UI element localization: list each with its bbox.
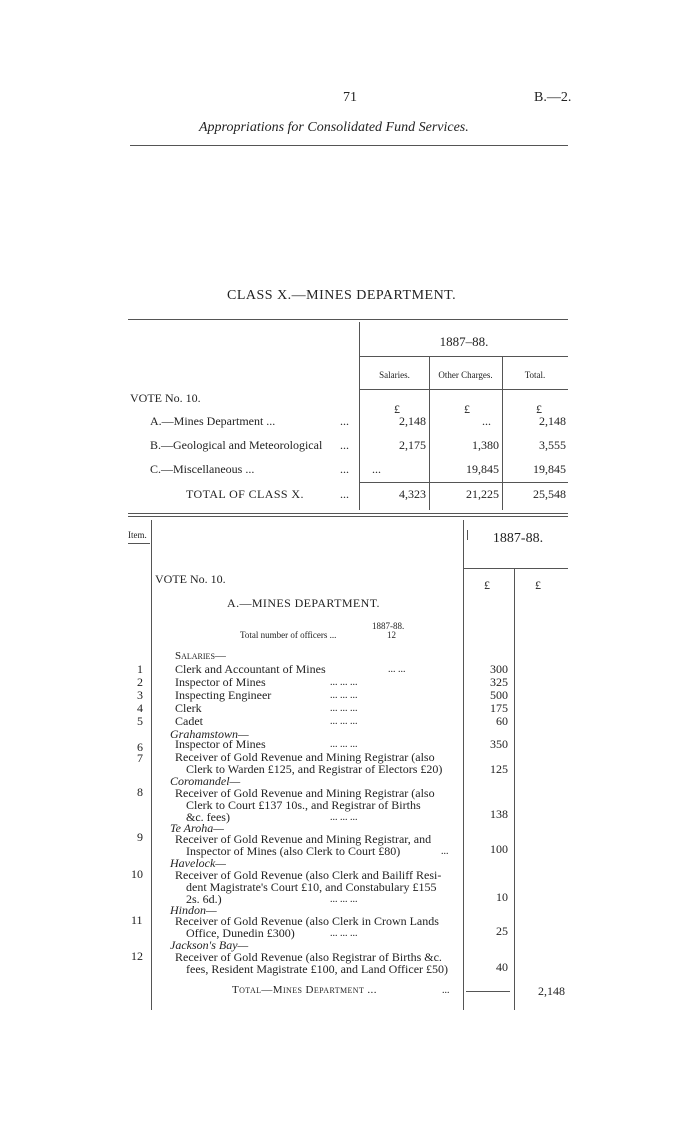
item-dots: ... ... ... [330, 928, 358, 939]
summary-year: 1887–88. [439, 334, 489, 349]
item-description-cont: dent Magistrate's Court £10, and Constabulary £155 [186, 880, 437, 894]
item-dots: ... ... ... [330, 690, 358, 701]
item-amount: 175 [490, 701, 508, 715]
item-amount: 300 [490, 662, 508, 676]
officers-label: Total number of officers ... [240, 630, 337, 640]
item-description: Clerk [175, 701, 202, 715]
item-amount: 125 [490, 762, 508, 776]
salaries-heading: Salaries— [175, 650, 226, 662]
item-number: 1 [137, 662, 143, 676]
page-number: 71 [343, 90, 357, 105]
item-amount: 60 [496, 714, 508, 728]
detail-col-divider-2 [463, 520, 464, 1010]
detail-year-rule [464, 568, 568, 569]
summary-vote: VOTE No. 10. [130, 391, 201, 405]
item-description: Receiver of Gold Revenue (also Registrar of Births &c. [175, 950, 442, 964]
item-description: Receiver of Gold Revenue (also Clerk in Crown Lands [175, 914, 439, 928]
summary-other: 1,380 [472, 438, 499, 452]
summary-total-label: TOTAL OF CLASS X. [186, 487, 304, 501]
item-number: 9 [137, 830, 143, 844]
item-description: Cadet [175, 714, 203, 728]
item-dots: ... ... ... [330, 703, 358, 714]
summary-row-dots: ... [340, 414, 349, 428]
item-number: 11 [131, 913, 143, 927]
item-description: Inspector of Mines [175, 675, 266, 689]
item-description-cont: Clerk to Court £137 10s., and Registrar of Births [186, 798, 421, 812]
class-title: CLASS X.—MINES DEPARTMENT. [227, 288, 457, 303]
summary-row-label: B.—Geological and Meteorological [150, 438, 323, 452]
summary-salaries: 2,148 [399, 414, 426, 428]
item-amount: 500 [490, 688, 508, 702]
summary-total-total: 25,548 [533, 487, 566, 501]
detail-top-rule [128, 516, 568, 517]
item-description: Inspector of Mines [175, 737, 266, 751]
summary-other: ... [482, 414, 491, 428]
item-amount: 350 [490, 737, 508, 751]
currency-mark: £ [536, 402, 542, 416]
summary-total: 2,148 [539, 414, 566, 428]
header-rule [130, 145, 568, 146]
item-description: Receiver of Gold Revenue and Mining Registrar (also [175, 750, 435, 764]
summary-total: 19,845 [533, 462, 566, 476]
item-description: Receiver of Gold Revenue and Mining Registrar (also [175, 786, 435, 800]
summary-total-salaries: 4,323 [399, 487, 426, 501]
officers-year: 1887-88. [372, 621, 405, 631]
item-dots: ... ... ... [330, 812, 358, 823]
summary-salaries: 2,175 [399, 438, 426, 452]
item-dots: ... ... ... [330, 894, 358, 905]
item-number: 10 [131, 867, 143, 881]
item-description-cont: fees, Resident Magistrate £100, and Land Officer £50) [186, 962, 449, 976]
item-number: 12 [131, 949, 143, 963]
place-heading: Havelock— [170, 856, 226, 870]
currency-mark: £ [484, 578, 490, 592]
item-description: Clerk and Accountant of Mines [175, 662, 326, 676]
currency-mark: £ [464, 402, 470, 416]
item-number: 4 [137, 701, 143, 715]
detail-total-label: Total—Mines Department ... [232, 984, 377, 996]
summary-header-rule [360, 389, 568, 390]
item-column-header: Item. [128, 530, 147, 540]
detail-total-dots: ... [442, 985, 450, 996]
item-number: 5 [137, 714, 143, 728]
item-description-cont: &c. fees) [186, 810, 230, 824]
item-description-cont: Inspector of Mines (also Clerk to Court £80) [186, 844, 401, 858]
item-number: 2 [137, 675, 143, 689]
summary-col-total: Total. [524, 370, 546, 380]
place-heading: Hindon— [170, 903, 217, 917]
place-heading: Jackson's Bay— [170, 938, 249, 952]
item-header-rule [128, 543, 150, 544]
summary-other: 19,845 [466, 462, 499, 476]
detail-col-divider [151, 520, 152, 1010]
summary-top-rule [128, 319, 568, 320]
document-code: B.—2. [534, 90, 572, 105]
detail-year: 1887-88. [492, 531, 544, 546]
item-dots: ... ... ... [330, 739, 358, 750]
item-amount: 325 [490, 675, 508, 689]
item-dots: ... ... ... [330, 716, 358, 727]
detail-total-amount: 2,148 [538, 984, 565, 998]
item-dots: ... ... [388, 664, 406, 675]
summary-row-dots: ... [340, 438, 349, 452]
item-number: 6 [137, 740, 143, 754]
summary-salaries: ... [372, 462, 381, 476]
item-number: 7 [137, 751, 143, 765]
summary-total-rule [360, 482, 568, 483]
currency-mark: £ [535, 578, 541, 592]
summary-total: 3,555 [539, 438, 566, 452]
detail-vote: VOTE No. 10. [155, 572, 226, 586]
item-description: Receiver of Gold Revenue (also Clerk and Bailiff Resi- [175, 868, 442, 882]
item-number: 3 [137, 688, 143, 702]
place-heading: Grahamstown— [170, 727, 249, 741]
item-amount: 25 [496, 924, 508, 938]
item-description-cont: Office, Dunedin £300) [186, 926, 295, 940]
detail-section-title: A.—MINES DEPARTMENT. [227, 596, 380, 610]
item-description-cont: 2s. 6d.) [186, 892, 222, 906]
item-dots: ... ... ... [330, 677, 358, 688]
item-description-cont: Clerk to Warden £125, and Registrar of Electors £20) [186, 762, 443, 776]
item-amount: 40 [496, 960, 508, 974]
summary-total-other: 21,225 [466, 487, 499, 501]
place-heading: Te Aroha— [170, 821, 224, 835]
summary-total-dots: ... [340, 487, 349, 501]
summary-row-label: A.—Mines Department ... [150, 414, 276, 428]
detail-col-divider-3 [514, 568, 515, 1010]
summary-year-rule [360, 356, 568, 357]
item-description: Receiver of Gold Revenue and Mining Registrar, and [175, 832, 432, 846]
item-amount: 100 [490, 842, 508, 856]
place-heading: Coromandel— [170, 774, 241, 788]
officers-count: 12 [387, 630, 396, 640]
item-amount: 138 [490, 807, 508, 821]
summary-row-label: C.—Miscellaneous ... [150, 462, 255, 476]
item-number: 8 [137, 785, 143, 799]
detail-total-rule [466, 991, 510, 992]
summary-col-salaries: Salaries. [379, 370, 410, 380]
running-title: Appropriations for Consolidated Fund Services. [199, 120, 469, 135]
item-amount: 10 [496, 890, 508, 904]
currency-mark: £ [394, 402, 400, 416]
summary-bottom-rule [128, 513, 568, 514]
summary-col-other: Other Charges. [438, 370, 493, 380]
item-dots: ... [441, 846, 449, 857]
summary-row-dots: ... [340, 462, 349, 476]
item-description: Inspecting Engineer [175, 688, 272, 702]
